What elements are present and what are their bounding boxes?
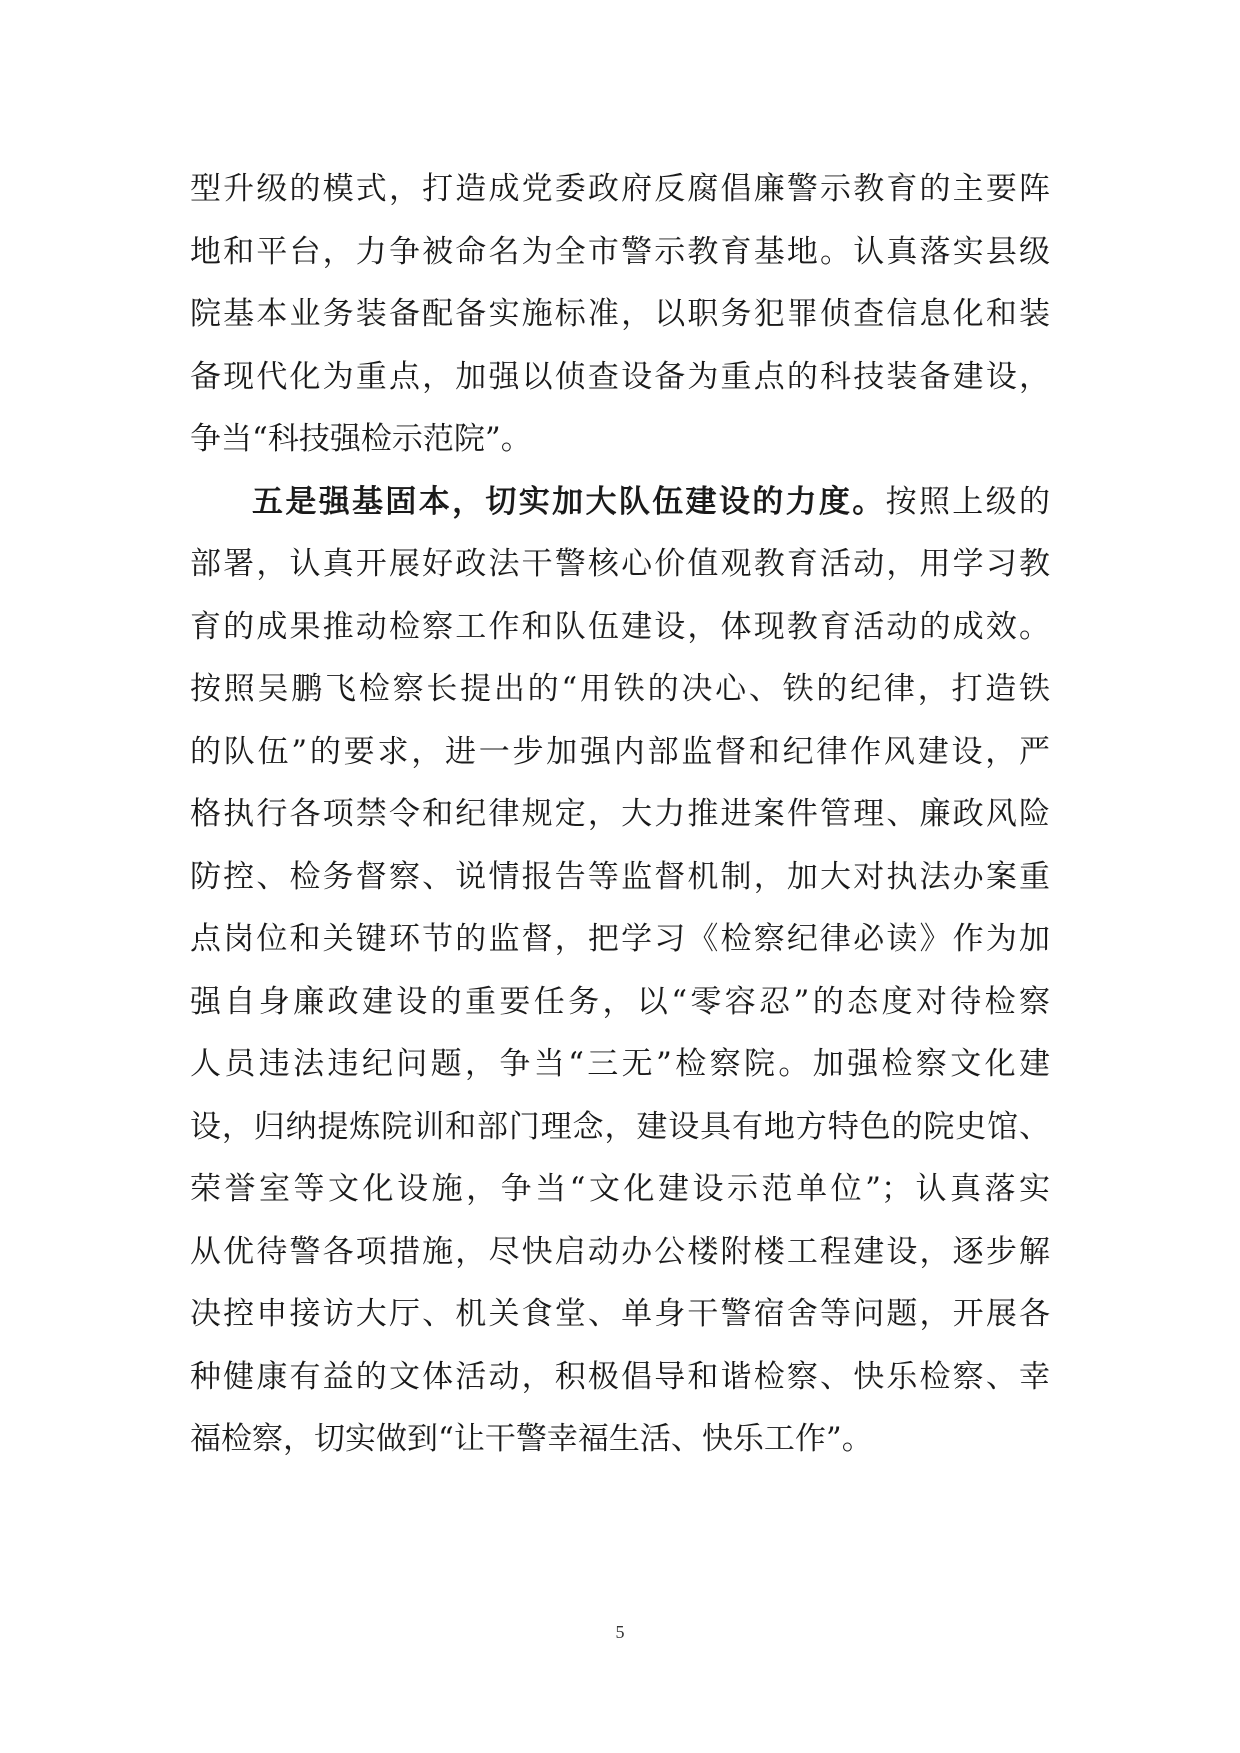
text-line: 按照吴鹏飞检察长提出的“用铁的决心、铁的纪律，打造铁 [190, 671, 1050, 707]
paragraph-2 [190, 471, 1050, 1471]
text-line: 设，归纳提炼院训和部门理念，建设具有地方特色的院史馆、 [190, 1108, 1050, 1145]
text-line: 育的成果推动检察工作和队伍建设，体现教育活动的成效。 [190, 608, 1050, 645]
text-line: 福检察，切实做到“让干警幸福生活、快乐工作”。 [190, 1421, 873, 1457]
paragraph-1 [190, 158, 1050, 471]
text-line: 荣誉室等文化设施，争当“文化建设示范单位”；认真落实 [190, 1171, 1050, 1207]
section-heading: 五是强基固本，切实加大队伍建设的力度。 [252, 483, 886, 520]
text-line: 点岗位和关键环节的监督，把学习《检察纪律必读》作为加 [190, 921, 1050, 957]
text-line: 决控申接访大厅、机关食堂、单身干警宿舍等问题，开展各 [190, 1296, 1050, 1332]
text-line: 种健康有益的文体活动，积极倡导和谐检察、快乐检察、幸 [190, 1358, 1050, 1395]
text-line: 从优待警各项措施，尽快启动办公楼附楼工程建设，逐步解 [190, 1233, 1050, 1270]
text-line: 院基本业务装备配备实施标准，以职务犯罪侦查信息化和装 [190, 296, 1050, 332]
text-line: 地和平台，力争被命名为全市警示教育基地。认真落实县级 [190, 233, 1050, 270]
text-line: 的队伍”的要求，进一步加强内部监督和纪律作风建设，严 [190, 733, 1050, 770]
text-span: 按照上级的 [885, 483, 1051, 520]
text-line: 人员违法违纪问题，争当“三无”检察院。加强检察文化建 [190, 1046, 1050, 1082]
text-line: 部署，认真开展好政法干警核心价值观教育活动，用学习教 [190, 546, 1050, 582]
text-line: 备现代化为重点，加强以侦查设备为重点的科技装备建设， [190, 358, 1050, 395]
text-line: 格执行各项禁令和纪律规定，大力推进案件管理、廉政风险 [190, 796, 1050, 832]
body-text [190, 158, 1050, 1471]
text-line: 强自身廉政建设的重要任务，以“零容忍”的态度对待检察 [190, 983, 1050, 1020]
paragraph-2-first-line [190, 471, 1050, 534]
text-line: 防控、检务督察、说情报告等监督机制，加大对执法办案重 [190, 858, 1050, 895]
text-line: 争当“科技强检示范院”。 [190, 421, 532, 457]
page-number: 5 [615, 1622, 625, 1642]
text-line: 型升级的模式，打造成党委政府反腐倡廉警示教育的主要阵 [190, 171, 1050, 207]
